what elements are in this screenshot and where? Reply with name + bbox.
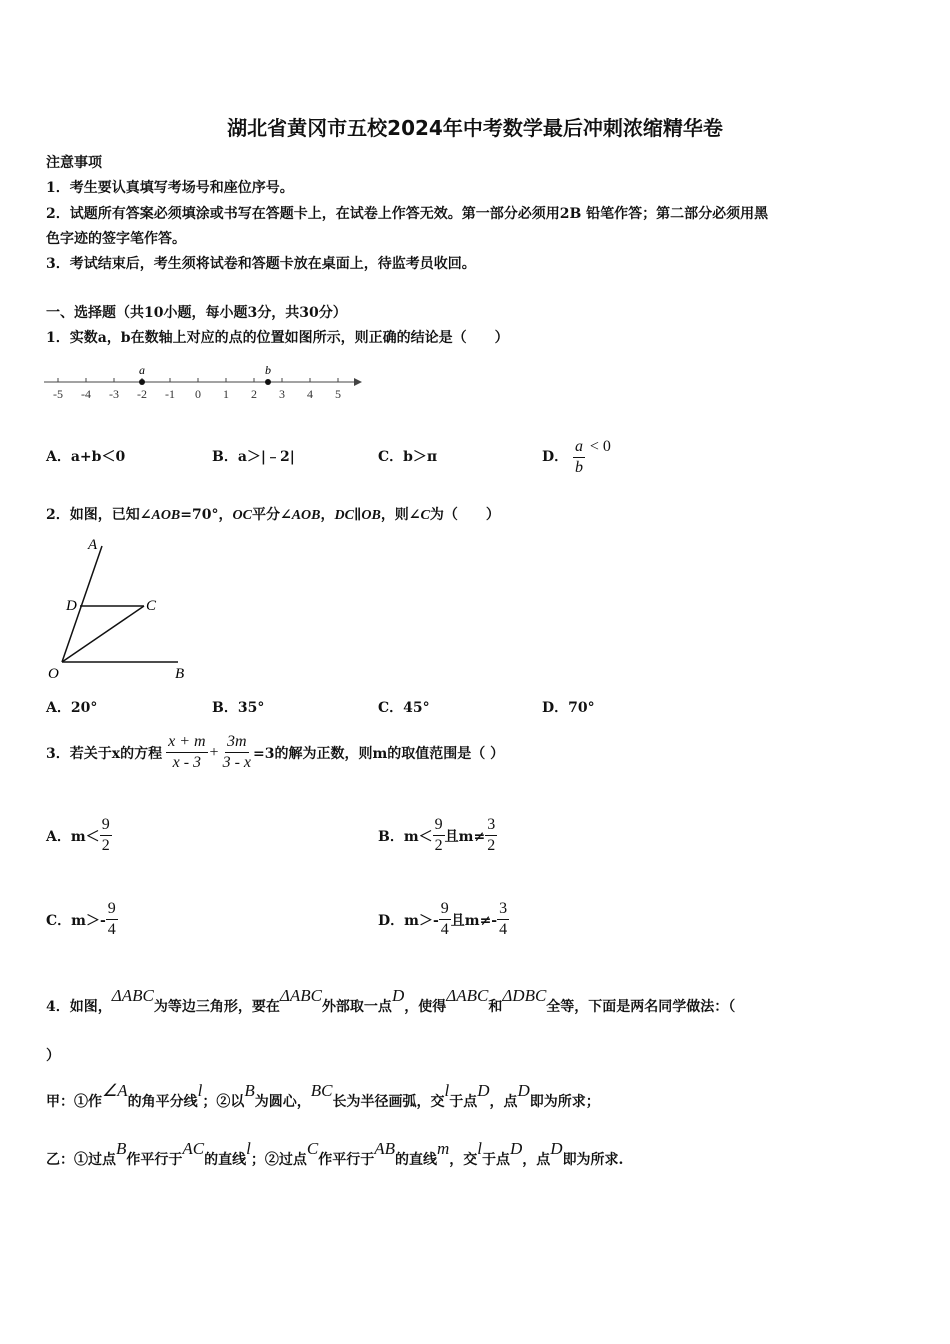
q2-part: OC (232, 508, 252, 523)
q2-part: 2．如图，已知∠ (46, 507, 152, 523)
fraction-denominator: 2 (101, 837, 110, 854)
q4-math: AC (182, 1139, 205, 1158)
option-label: B．m＜ (378, 828, 433, 845)
fraction-denominator: 2 (434, 837, 443, 854)
option-label: C．m＞- (46, 912, 106, 929)
q4-math: D (517, 1081, 530, 1100)
fraction-denominator: x - 3 (172, 754, 202, 771)
fraction-numerator: a (573, 437, 585, 458)
q4-text: 于点 (449, 1094, 478, 1110)
point-a-marker (139, 379, 145, 385)
q4-math: B (116, 1139, 127, 1158)
q1-option-a: A．a+b＜0 (46, 449, 126, 465)
label-b: B (175, 666, 185, 682)
q3-option-c (46, 899, 118, 940)
q4-math: B (244, 1081, 255, 1100)
q4-text: 乙：①过点 (46, 1152, 116, 1168)
option-fraction (497, 899, 509, 940)
notice-item-2: 2．试题所有答案必须填涂或书写在答题卡上，在试卷上作答无效。第一部分必须用2B 铅笔作答；第二部分必须用黑 (46, 206, 769, 222)
question-2-text (46, 504, 500, 524)
number-line-tick-label: 0 (195, 387, 201, 401)
number-line-figure (40, 356, 370, 406)
question-4-line-1 (46, 986, 736, 1016)
q4-math: l (477, 1139, 482, 1158)
number-line-tick-label: 4 (307, 387, 313, 401)
fraction-numerator: 9 (100, 815, 112, 836)
q4-math: l (444, 1081, 450, 1100)
q2-part: AOB (151, 508, 181, 523)
label-a: A (88, 537, 98, 553)
q2-part: 为（ ） (429, 507, 500, 523)
q4-math: ∠A (102, 1081, 128, 1100)
q4-math: C (306, 1139, 319, 1158)
notice-heading: 注意事项 (46, 155, 102, 171)
option-fraction (439, 899, 451, 940)
fraction-denominator: 4 (499, 921, 508, 938)
label-c: C (146, 598, 157, 614)
fraction-denominator: 4 (107, 921, 116, 938)
q2-part: C (420, 508, 430, 523)
q4-text: 即为所求. (562, 1152, 624, 1168)
q4-text: 的直线 (204, 1152, 247, 1168)
q4-math: ΔDBC (502, 986, 547, 1005)
number-line-tick-label: -5 (53, 387, 63, 401)
label-o: O (48, 666, 59, 682)
q1-option-d-tail: < 0 (589, 438, 611, 455)
q4-text: ；②以 (202, 1094, 245, 1110)
q4-text: 为等边三角形，要在 (153, 999, 280, 1015)
notice-item-2-cont: 色字迹的签字笔作答。 (46, 231, 186, 247)
fraction-numerator: 9 (439, 899, 451, 920)
q4-text: 即为所求； (529, 1094, 600, 1110)
question-4-line-2: ） (46, 1048, 60, 1064)
option-fraction (485, 815, 497, 856)
q3-option-b (378, 815, 497, 856)
q3-suffix: =3的解为正数，则m的取值范围是（ ） (253, 745, 505, 762)
question-4-method-yi (46, 1139, 624, 1169)
number-line-tick-label: -3 (109, 387, 119, 401)
fraction-denominator: b (575, 458, 584, 476)
q2-part: ， (320, 507, 335, 523)
fraction-numerator: 3m (225, 732, 249, 753)
q4-math: ΔABC (446, 986, 489, 1005)
q4-math: D (477, 1081, 490, 1100)
option-fraction (100, 815, 112, 856)
q2-option-c: C．45° (378, 700, 430, 716)
q4-math: l (197, 1081, 203, 1100)
q1-option-d (542, 423, 611, 478)
notice-item-3: 3．考试结束后，考生须将试卷和答题卡放在桌面上，待监考员收回。 (46, 256, 476, 272)
option-mid: 且m≠- (450, 912, 498, 929)
q4-math: ΔABC (111, 986, 154, 1005)
number-line-tick-label: -4 (81, 387, 91, 401)
q4-text: 和 (488, 999, 503, 1015)
q4-text: ，交 (449, 1152, 478, 1168)
q4-math: D (510, 1139, 523, 1158)
q2-part: ∥ (353, 507, 362, 523)
fraction-numerator: 9 (433, 815, 445, 836)
q4-math: D (391, 986, 405, 1005)
q4-math: ΔABC (279, 986, 322, 1005)
q4-text: 甲：①作 (46, 1094, 102, 1110)
option-fraction (106, 899, 118, 940)
q4-text: 作平行于 (318, 1152, 375, 1168)
q2-part: OB (361, 508, 381, 523)
fraction-denominator: 3 - x (222, 754, 252, 771)
q2-option-a: A．20° (46, 700, 98, 716)
question-3-text (46, 732, 504, 773)
q2-part: =70°， (180, 507, 233, 523)
geometry-figure-aob (40, 532, 200, 684)
q4-text: ，使得 (404, 999, 447, 1015)
q2-part: AOB (291, 508, 321, 523)
question-4-method-jia (46, 1081, 600, 1111)
number-line-tick-label: 5 (335, 387, 341, 401)
point-a-label: a (139, 363, 145, 377)
notice-item-1: 1．考生要认真填写考场号和座位序号。 (46, 180, 294, 196)
number-line-arrow (354, 378, 362, 386)
q3-option-d (378, 899, 509, 940)
number-line-tick-label: 1 (223, 387, 229, 401)
segment-oc (62, 606, 144, 662)
q1-option-c: C．b＞π (378, 449, 438, 465)
section-heading: 一、选择题（共10小题，每小题3分，共30分） (46, 305, 347, 321)
q2-option-b: B．35° (212, 700, 265, 716)
q4-text: 于点 (482, 1152, 510, 1168)
q2-part: 平分∠ (251, 507, 292, 523)
number-line-tick-label: -2 (137, 387, 147, 401)
q4-math: BC (310, 1081, 333, 1100)
point-b-marker (265, 379, 271, 385)
q2-part: DC (334, 508, 354, 523)
option-label: A．m＜ (46, 828, 100, 845)
fraction-denominator: 2 (487, 837, 496, 854)
q1-option-d-label: D． (542, 449, 569, 465)
q4-text: 长为半径画弧，交 (332, 1094, 445, 1110)
q3-fraction-2 (221, 732, 253, 773)
q4-text: 外部取一点 (321, 999, 392, 1015)
option-label: D．m＞- (378, 912, 439, 929)
q4-text: 全等，下面是两名同学做法：（ (546, 999, 736, 1015)
number-line-tick-label: 3 (279, 387, 285, 401)
option-fraction (433, 815, 445, 856)
q4-text: ；②过点 (250, 1152, 307, 1168)
q4-text: 作平行于 (126, 1152, 183, 1168)
q2-part: ，则∠ (380, 507, 421, 523)
option-mid: 且m≠ (444, 828, 486, 845)
number-line-tick-label: 2 (251, 387, 257, 401)
point-b-label: b (265, 363, 271, 377)
question-1-text: 1．实数a，b在数轴上对应的点的位置如图所示，则正确的结论是（ ） (46, 330, 509, 346)
q4-text: ，点 (489, 1094, 518, 1110)
q4-math: l (246, 1139, 251, 1158)
q4-text: 的直线 (394, 1152, 437, 1168)
q4-text: 为圆心， (254, 1094, 311, 1110)
q4-text: 的角平分线 (127, 1094, 198, 1110)
q3-option-a (46, 815, 112, 856)
q4-math: m (436, 1139, 450, 1158)
fraction-numerator: x + m (166, 732, 207, 753)
q4-text: ，点 (522, 1152, 551, 1168)
q4-text: 4．如图， (46, 999, 112, 1015)
q1-option-d-fraction (573, 437, 585, 478)
fraction-numerator: 3 (485, 815, 497, 836)
fraction-numerator: 9 (106, 899, 118, 920)
q4-math: AB (374, 1139, 395, 1158)
page-title: 湖北省黄冈市五校2024年中考数学最后冲刺浓缩精华卷 (227, 116, 723, 140)
fraction-numerator: 3 (497, 899, 509, 920)
label-d: D (66, 598, 77, 614)
number-line-tick-label: -1 (165, 387, 175, 401)
q1-option-b: B．a＞|﹣2| (212, 449, 295, 465)
q3-plus: + (209, 743, 219, 761)
q3-fraction-1 (166, 732, 207, 773)
q2-option-d: D．70° (542, 700, 595, 716)
fraction-denominator: 4 (440, 921, 449, 938)
q3-prefix: 3．若关于x的方程 (46, 745, 163, 762)
q4-math: D (550, 1139, 563, 1158)
